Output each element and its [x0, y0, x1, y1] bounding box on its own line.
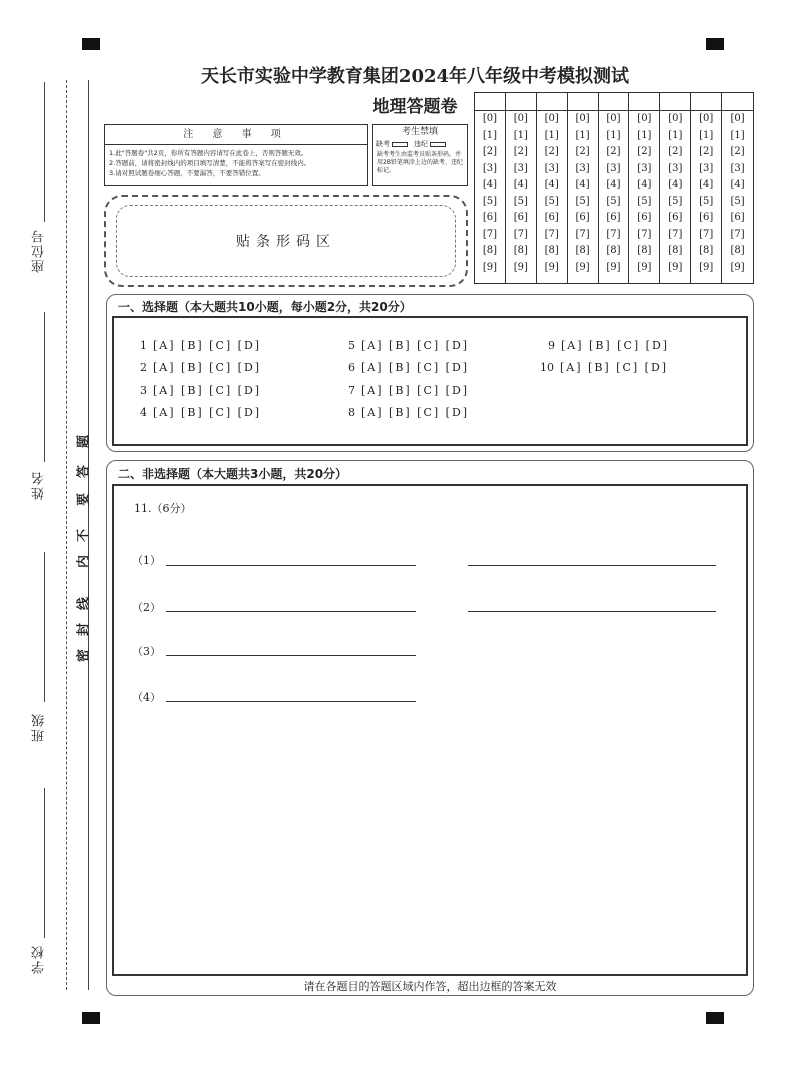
choice-question-row — [348, 361, 469, 374]
digit-bubble[interactable]: [6] — [606, 212, 621, 223]
registration-mark-top-right — [706, 38, 724, 50]
digit-bubble[interactable]: [2] — [606, 146, 621, 157]
registration-mark-bottom-right — [706, 1012, 724, 1024]
answer-line-1a[interactable] — [166, 565, 416, 566]
digit-bubble[interactable]: [0] — [606, 113, 621, 124]
digit-bubble[interactable]: [0] — [482, 113, 498, 124]
digit-bubble[interactable]: [4] — [513, 179, 528, 190]
digit-bubble[interactable]: [4] — [606, 179, 621, 190]
digit-bubble[interactable]: [3] — [575, 162, 590, 174]
choice-options-bubbles[interactable]: [A] [B] [C] [D] — [153, 384, 262, 397]
digit-bubble[interactable]: [5] — [699, 195, 714, 207]
choice-options-bubbles[interactable]: [A] [B] [C] [D] — [153, 406, 262, 419]
digit-bubble[interactable]: [8] — [637, 245, 652, 256]
digit-bubble[interactable]: [6] — [544, 212, 559, 223]
digit-bubble[interactable]: [2] — [513, 146, 528, 157]
digit-bubble[interactable]: [3] — [637, 162, 652, 174]
exam-number-write-box[interactable] — [660, 93, 690, 111]
digit-bubble[interactable]: [5] — [513, 195, 528, 207]
digit-bubble[interactable]: [9] — [544, 261, 559, 273]
digit-bubble[interactable]: [4] — [730, 179, 745, 190]
proctor-only-box — [372, 124, 468, 186]
free-response-box — [112, 484, 748, 976]
notice-line: 2.答题前，请将密封线内的项目填写清楚，不能将答案写在密封线内。 — [109, 159, 311, 167]
choice-question-row — [140, 361, 261, 374]
digit-bubble[interactable]: [3] — [544, 162, 559, 174]
digit-bubble[interactable]: [3] — [699, 162, 714, 174]
exam-number-write-box[interactable] — [722, 93, 753, 111]
digit-bubble[interactable]: [6] — [482, 212, 498, 223]
answer-line-2b[interactable] — [468, 611, 716, 612]
digit-bubble[interactable]: [5] — [575, 195, 590, 207]
answer-line-2a[interactable] — [166, 611, 416, 612]
digit-bubble[interactable]: [2] — [730, 146, 745, 157]
digit-bubble[interactable]: [1] — [544, 129, 559, 141]
section1-title: 一、选择题（本大题共10小题，每小题2分，共20分） — [118, 300, 412, 314]
proctor-mark-row — [373, 139, 467, 149]
choice-options-bubbles[interactable]: [A] [B] [C] [D] — [153, 339, 262, 352]
digit-bubble[interactable]: [3] — [606, 162, 621, 174]
proctor-only-heading: 考生禁填 — [401, 127, 438, 137]
section2-title: 二、非选择题（本大题共3小题，共20分） — [118, 467, 348, 481]
barcode-label: 贴条形码区 — [236, 234, 336, 250]
school-label: 学校 — [32, 944, 47, 974]
digit-bubble[interactable]: [8] — [575, 245, 590, 256]
absent-checkbox[interactable] — [392, 142, 408, 147]
barcode-area — [104, 195, 468, 287]
seat-number-field[interactable] — [44, 82, 45, 222]
seat-number-label: 座位号 — [32, 228, 47, 273]
choice-question-number: 10 — [540, 361, 554, 374]
digit-bubble[interactable]: [8] — [606, 245, 621, 256]
choice-question-number: 5 — [348, 339, 355, 352]
digit-bubble[interactable]: [7] — [637, 228, 652, 240]
digit-bubble[interactable]: [9] — [668, 261, 683, 273]
exam-subtitle: 地理答题卷 — [372, 97, 458, 117]
choice-options-bubbles[interactable]: [A] [B] [C] [D] — [560, 361, 669, 374]
choice-question-number: 8 — [348, 406, 355, 419]
digit-bubble[interactable]: [3] — [513, 162, 528, 174]
digit-bubble[interactable]: [1] — [482, 129, 498, 141]
digit-bubble[interactable]: [5] — [668, 195, 683, 207]
digit-bubble[interactable]: [7] — [699, 228, 714, 240]
absent-label: 缺考 — [376, 140, 390, 148]
class-label: 班级 — [32, 712, 47, 742]
notice-heading: 注 意 事 项 — [105, 125, 367, 145]
choice-question-row — [348, 384, 469, 397]
digit-bubble[interactable]: [4] — [544, 179, 559, 190]
digit-bubble[interactable]: [7] — [544, 228, 559, 240]
digit-bubble[interactable]: [3] — [668, 162, 683, 174]
exam-number-column — [599, 93, 630, 283]
exam-number-column — [722, 93, 753, 283]
digit-bubble[interactable]: [9] — [730, 261, 745, 273]
digit-bubble[interactable]: [6] — [575, 212, 590, 223]
digit-bubble[interactable]: [5] — [482, 195, 498, 207]
school-field[interactable] — [44, 788, 45, 938]
exam-number-column — [537, 93, 568, 283]
digit-bubble[interactable]: [1] — [668, 129, 683, 141]
digit-bubble[interactable]: [8] — [668, 245, 683, 256]
digit-bubble[interactable]: [8] — [730, 245, 745, 256]
exam-number-column — [629, 93, 660, 283]
sub-question-2-label: （2） — [132, 601, 161, 614]
name-field[interactable] — [44, 312, 45, 462]
registration-mark-bottom-left — [82, 1012, 100, 1024]
digit-bubble[interactable]: [6] — [668, 212, 683, 223]
choice-question-number: 2 — [140, 361, 147, 374]
digit-bubble[interactable]: [1] — [513, 129, 528, 141]
exam-number-write-box[interactable] — [691, 93, 721, 111]
digit-bubble[interactable]: [7] — [668, 228, 683, 240]
exam-number-grid — [474, 92, 754, 284]
digit-bubble[interactable]: [0] — [575, 113, 590, 124]
exam-number-column — [691, 93, 722, 283]
digit-bubble[interactable]: [0] — [668, 113, 683, 124]
exam-number-write-box[interactable] — [506, 93, 536, 111]
digit-bubble[interactable]: [2] — [637, 146, 652, 157]
digit-bubble[interactable]: [5] — [637, 195, 652, 207]
digit-bubble[interactable]: [1] — [637, 129, 652, 141]
exam-number-write-box[interactable] — [475, 93, 505, 111]
digit-bubble[interactable]: [4] — [668, 179, 683, 190]
digit-bubble[interactable]: [8] — [482, 245, 498, 256]
choice-question-row — [140, 384, 261, 397]
digit-bubble[interactable]: [4] — [482, 179, 498, 190]
choice-question-number: 7 — [348, 384, 355, 397]
digit-bubble[interactable]: [4] — [637, 179, 652, 190]
choice-question-row — [348, 339, 469, 352]
digit-bubble[interactable]: [2] — [668, 146, 683, 157]
choice-question-row — [140, 406, 261, 419]
choice-question-number: 1 — [140, 339, 147, 352]
digit-bubble[interactable]: [1] — [575, 129, 590, 141]
name-label: 姓名 — [32, 470, 47, 500]
digit-bubble[interactable]: [9] — [637, 261, 652, 273]
digit-bubble[interactable]: [8] — [699, 245, 714, 256]
digit-bubble[interactable]: [3] — [482, 162, 498, 174]
digit-bubble[interactable]: [2] — [575, 146, 590, 157]
digit-bubble[interactable]: [0] — [513, 113, 528, 124]
digit-bubble[interactable]: [2] — [482, 146, 498, 157]
exam-title: 天长市实验中学教育集团2024年八年级中考模拟测试 — [200, 66, 630, 87]
answer-line-3[interactable] — [166, 655, 416, 656]
digit-bubble[interactable]: [0] — [699, 113, 714, 124]
digit-bubble[interactable]: [3] — [730, 162, 745, 174]
choice-question-row — [348, 406, 469, 419]
digit-bubble[interactable]: [4] — [575, 179, 590, 190]
digit-bubble[interactable]: [5] — [544, 195, 559, 207]
exam-number-column — [475, 93, 506, 283]
digit-bubble[interactable]: [6] — [730, 212, 745, 223]
digit-bubble[interactable]: [7] — [730, 228, 745, 240]
violation-label: 违纪 — [414, 140, 428, 148]
digit-bubble[interactable]: [9] — [606, 261, 621, 273]
notice-body — [105, 145, 367, 181]
choice-question-number: 4 — [140, 406, 147, 419]
digit-bubble[interactable]: [1] — [699, 129, 714, 141]
digit-bubble[interactable]: [1] — [606, 129, 621, 141]
digit-bubble[interactable]: [7] — [575, 228, 590, 240]
choice-question-row — [140, 339, 261, 352]
digit-bubble[interactable]: [7] — [606, 228, 621, 240]
answer-line-1b[interactable] — [468, 565, 716, 566]
exam-number-write-box[interactable] — [568, 93, 598, 111]
digit-bubble[interactable]: [9] — [699, 261, 714, 273]
exam-number-column — [506, 93, 537, 283]
digit-bubble[interactable]: [1] — [730, 129, 745, 141]
exam-number-write-box[interactable] — [599, 93, 629, 111]
digit-bubble[interactable]: [2] — [699, 146, 714, 157]
digit-bubble[interactable]: [9] — [575, 261, 590, 273]
answer-line-4[interactable] — [166, 701, 416, 702]
exam-number-write-box[interactable] — [629, 93, 659, 111]
class-field[interactable] — [44, 552, 45, 702]
digit-bubble[interactable]: [5] — [606, 195, 621, 207]
choice-options-bubbles[interactable]: [A] [B] [C] [D] — [361, 406, 470, 419]
barcode-inner — [116, 205, 456, 277]
digit-bubble[interactable]: [7] — [482, 228, 498, 240]
choice-question-number: 9 — [548, 339, 555, 352]
choice-question-number: 3 — [140, 384, 147, 397]
choice-question-row — [540, 361, 668, 374]
choice-question-number: 6 — [348, 361, 355, 374]
digit-bubble[interactable]: [2] — [544, 146, 559, 157]
exam-number-column — [660, 93, 691, 283]
proctor-only-instructions: 缺考考生由监考员贴条形码，并用2B铅笔填涂上边的缺考、违纪标记。 — [377, 151, 463, 174]
sub-question-3-label: （3） — [132, 645, 161, 658]
choice-options-bubbles[interactable]: [A] [B] [C] [D] — [561, 339, 670, 352]
digit-bubble[interactable]: [4] — [699, 179, 714, 190]
choice-answer-box — [112, 316, 748, 446]
exam-number-column — [568, 93, 599, 283]
digit-bubble[interactable]: [7] — [513, 228, 528, 240]
digit-bubble[interactable]: [8] — [513, 245, 528, 256]
digit-bubble[interactable]: [9] — [482, 261, 498, 273]
choice-options-bubbles[interactable]: [A] [B] [C] [D] — [153, 361, 262, 374]
digit-bubble[interactable]: [0] — [730, 113, 745, 124]
question-11-label: 11.（6分） — [134, 502, 192, 515]
violation-checkbox[interactable] — [430, 142, 446, 147]
choice-options-bubbles[interactable]: [A] [B] [C] [D] — [361, 361, 470, 374]
exam-number-write-box[interactable] — [537, 93, 567, 111]
choice-options-bubbles[interactable]: [A] [B] [C] [D] — [361, 384, 470, 397]
digit-bubble[interactable]: [5] — [730, 195, 745, 207]
digit-bubble[interactable]: [0] — [637, 113, 652, 124]
notice-line: 1.此"答题卷"共2页，你所有答题内容请写在此卷上，否则答题无效。 — [109, 149, 308, 157]
digit-bubble[interactable]: [6] — [513, 212, 528, 223]
notice-line: 3.请对照试题卷细心答题，不要漏答，不要答错位置。 — [109, 169, 265, 177]
digit-bubble[interactable]: [0] — [544, 113, 559, 124]
choice-options-bubbles[interactable]: [A] [B] [C] [D] — [361, 339, 470, 352]
sub-question-1-label: （1） — [132, 554, 161, 567]
notice-box — [104, 124, 368, 186]
footer-note: 请在各题目的答题区域内作答，超出边框的答案无效 — [303, 980, 557, 993]
choice-question-row — [548, 339, 669, 352]
digit-bubble[interactable]: [9] — [513, 261, 528, 273]
digit-bubble[interactable]: [6] — [637, 212, 652, 223]
digit-bubble[interactable]: [6] — [699, 212, 714, 223]
sub-question-4-label: （4） — [132, 691, 161, 704]
binding-dashed-line — [66, 80, 67, 990]
digit-bubble[interactable]: [8] — [544, 245, 559, 256]
registration-mark-top-left — [82, 38, 100, 50]
